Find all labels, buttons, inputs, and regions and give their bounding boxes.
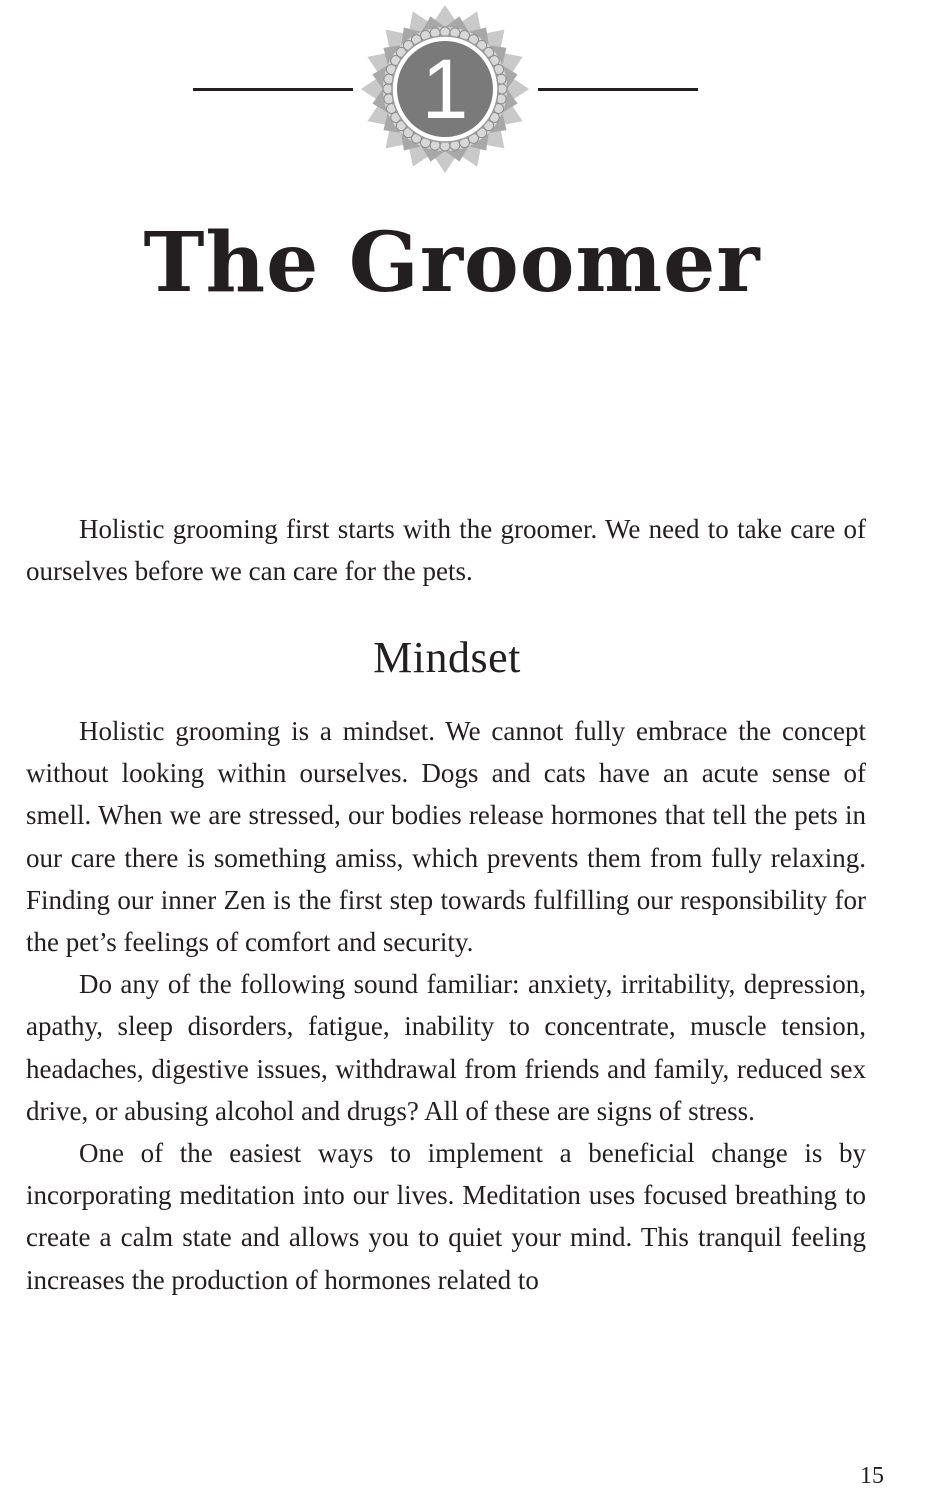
section-heading: Mindset: [373, 633, 521, 682]
intro-text: [26, 508, 866, 592]
section-body: [26, 710, 866, 1301]
chapter-number: 1: [421, 42, 469, 136]
page-number: 15: [860, 1463, 884, 1489]
left-divider-rule: [193, 88, 353, 91]
body-paragraph: Holistic grooming is a mindset. We cannot fully embrace the concept without looking within ourselves. Dogs and cats have an acute sense of smell. When we are stressed, our bodies release hormones that tell the pets in our care there is something amiss, which prevents them from fully relaxing. Finding our inner Zen is the first step towards fulfilling our responsibility for the pet’s feelings of comfort and security.: [26, 716, 866, 958]
body-paragraph: Do any of the following sound familiar: anxiety, irritability, depression, apathy, sleep disorders, fatigue, inability to concentrate, muscle tension, headaches, digestive issues, withdrawal from friends and family, reduced sex drive, or abusing alcohol and drugs? All of these are signs of stress.: [26, 969, 866, 1126]
chapter-title: The Groomer: [143, 215, 761, 311]
right-divider-rule: [538, 88, 698, 91]
body-paragraph: One of the easiest ways to implement a beneficial change is by incorporating meditation into our lives. Meditation uses focused breathing to create a calm state and allows you to quiet your mind. This tranquil feeling increases the production of hormones related to: [26, 1138, 866, 1295]
intro-paragraph: Holistic grooming first starts with the groomer. We need to take care of ourselves before we can care for the pets.: [26, 514, 866, 587]
chapter-emblem: [0, 0, 940, 190]
